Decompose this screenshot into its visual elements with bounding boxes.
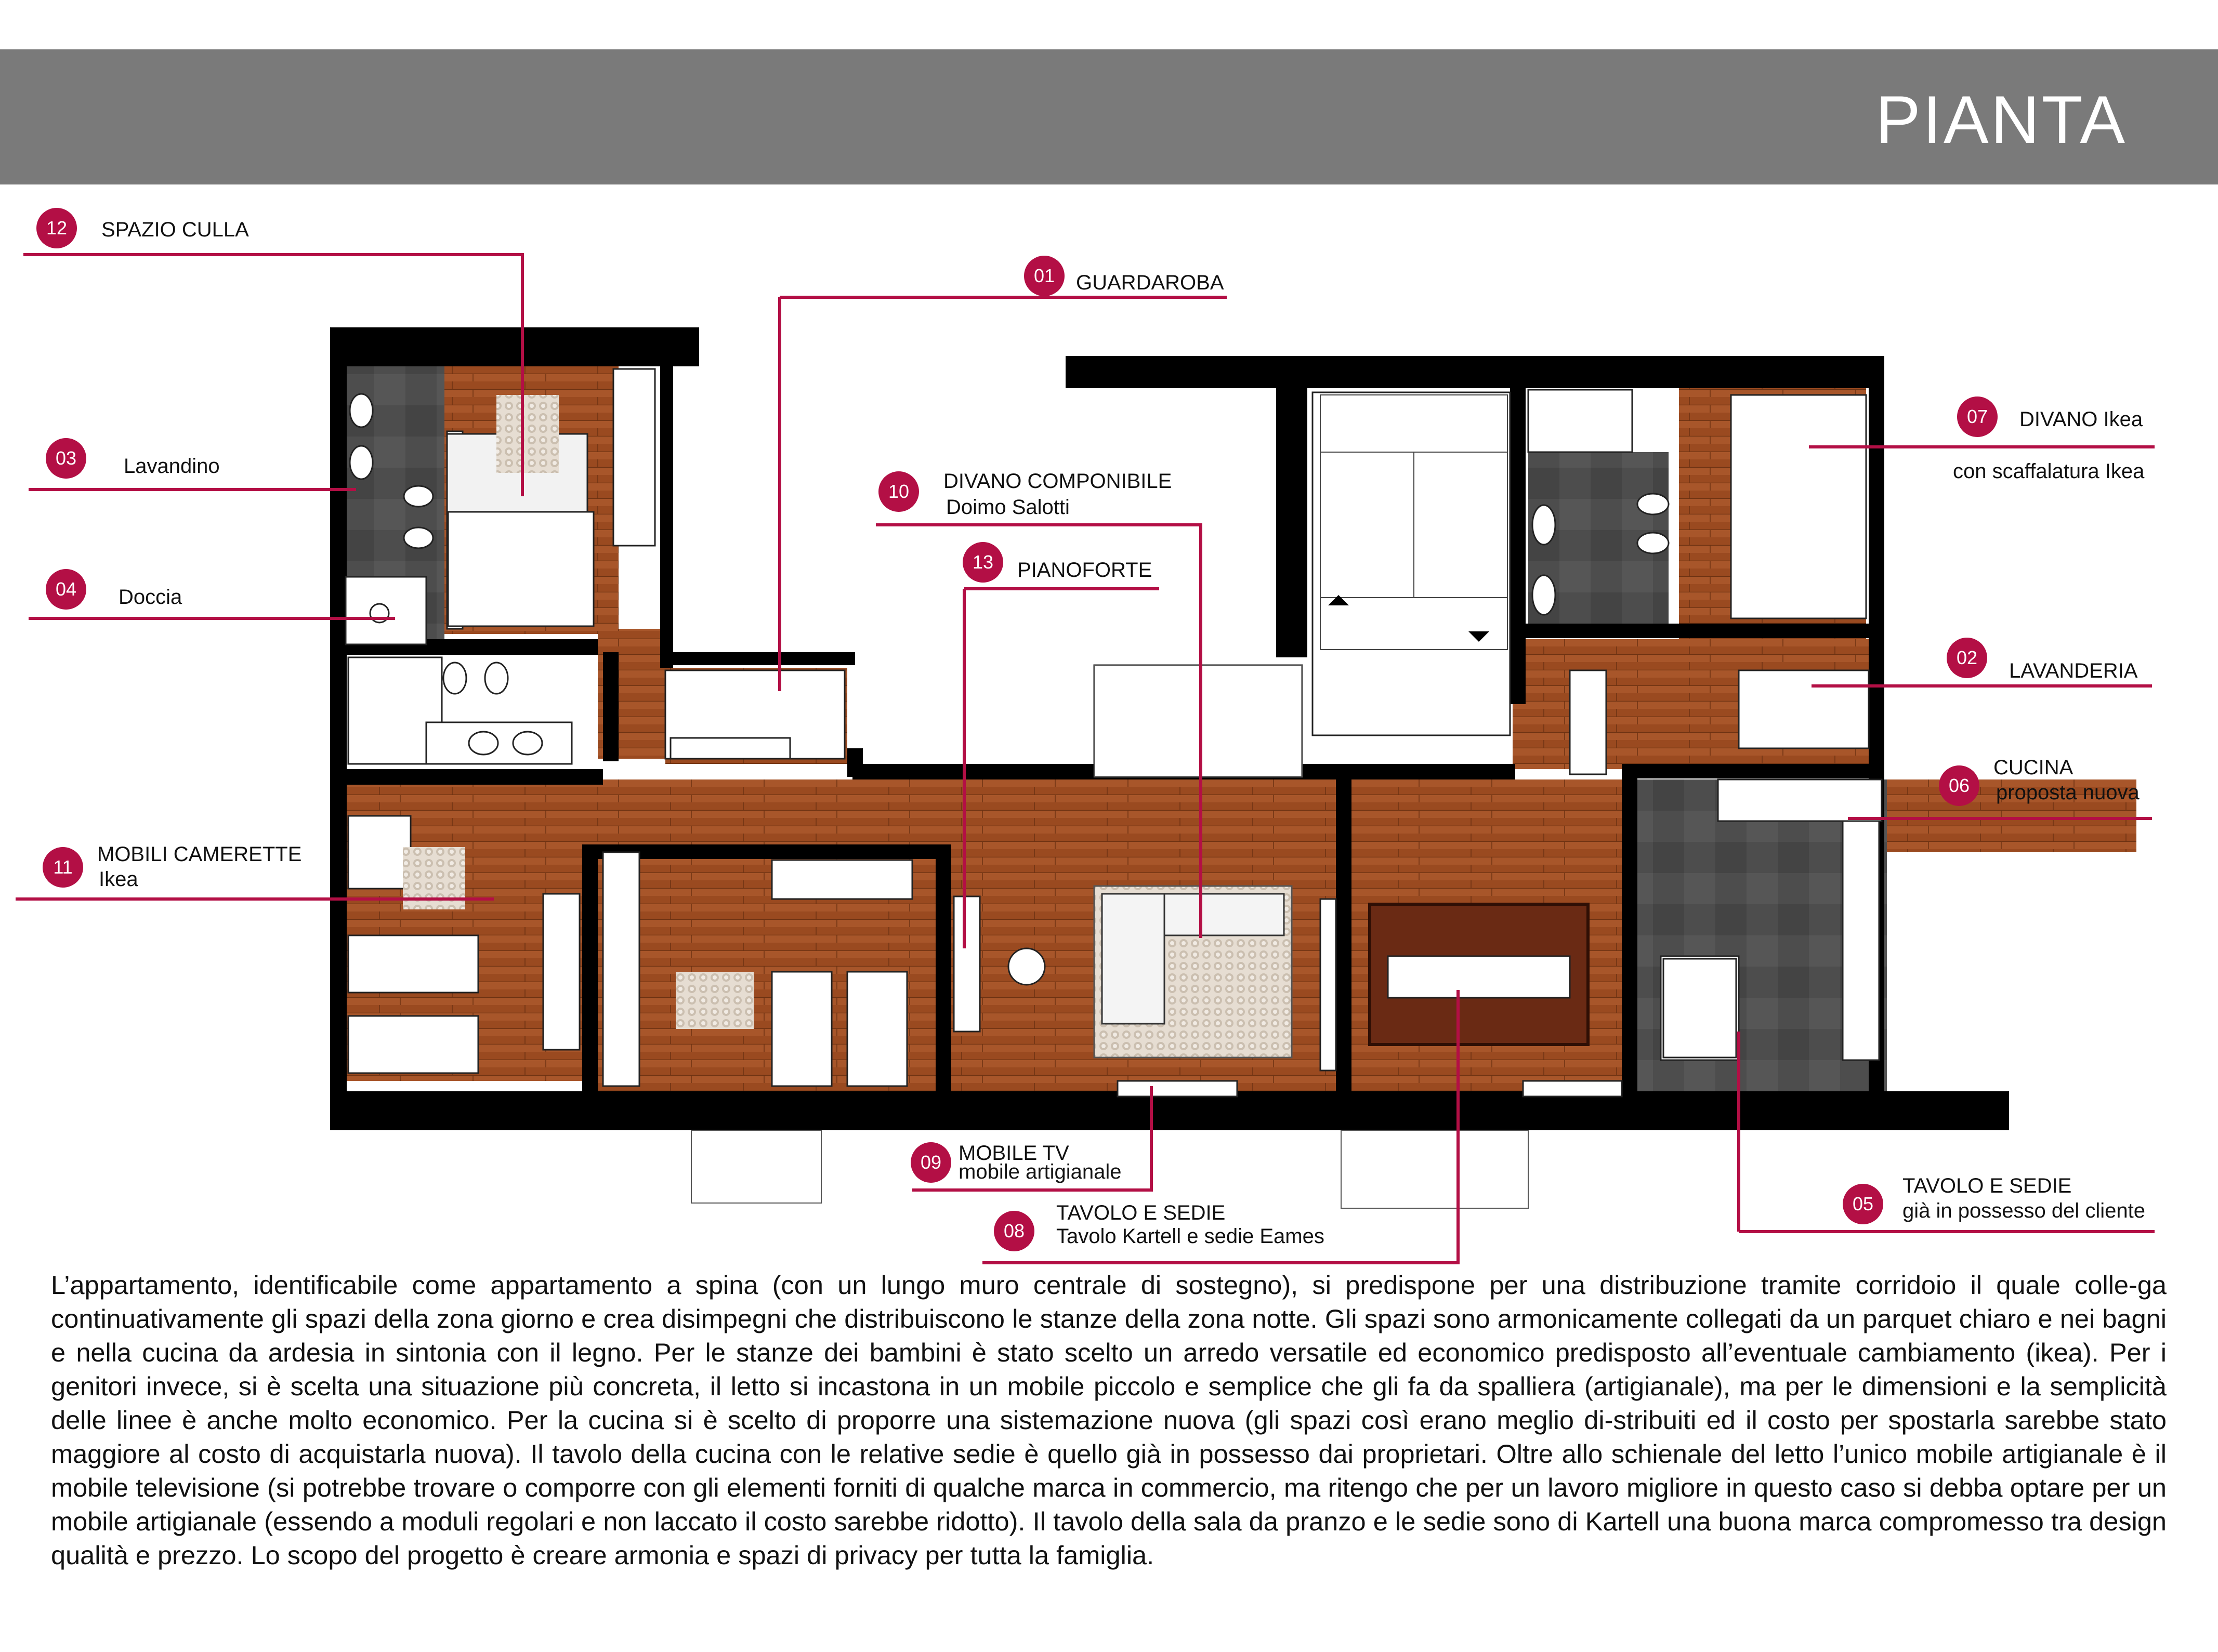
callout-badge: 02: [1947, 638, 1987, 678]
callout-subtitle: Doimo Salotti: [946, 496, 1070, 519]
callout-badge: 08: [994, 1211, 1034, 1251]
callout-title: PIANOFORTE: [1017, 559, 1152, 581]
callout-title: DIVANO Ikea: [2019, 408, 2143, 431]
callout-subtitle: Ikea: [99, 868, 138, 891]
callout-subtitle: già in possesso del cliente: [1902, 1199, 2145, 1222]
callout-subtitle: proposta nuova: [1996, 781, 2140, 804]
callout-title: MOBILE TV: [959, 1142, 1069, 1165]
callout-subtitle: mobile artigianale: [959, 1160, 1122, 1183]
callout-badge: 10: [878, 471, 919, 512]
callout-badge: 06: [1939, 765, 1979, 806]
callout-badge: 12: [36, 208, 77, 248]
callout-badge: 13: [963, 542, 1003, 583]
callout-title: GUARDAROBA: [1076, 271, 1224, 294]
callout-subtitle: Tavolo Kartell e sedie Eames: [1056, 1225, 1324, 1248]
dining-table: [1388, 956, 1570, 998]
piano: [954, 896, 980, 1032]
callout-title: TAVOLO E SEDIE: [1056, 1201, 1226, 1224]
callout-title: MOBILI CAMERETTE: [97, 843, 302, 866]
project-description: L’appartamento, identificabile come appartamento a spina (con un lungo muro centrale di sostegno), si predispone per una distribuzione tramite corridoio il quale colle-ga continuativamente gli spazi della zona giorno e crea disimpegni che distribuiscono le stanze della zona notte. Gli spazi sono armonicamente collegati da un parquet chiaro e nei bagni e nella cucina da ardesia in sintonia con il legno. Per le stanze dei bambini è stato scelto un arredo versatile ed economico predisposto all’eventuale cambiamento (ikea). Per i genitori invece, si è scelta una situazione più concreta, il letto si incastona in un mobile piccolo e semplice che gli fa da spalliera (artigianale), ma per le dimensioni e la semplicità delle linee è anche molto economico. Per la cucina si è scelto di proporre una sistemazione nuova (gli spazi così erano meglio di-stribuiti ed il costo per spostarla sarebbe stato maggiore al costo di acquistarla nuova). Il tavolo della cucina con le relative sedie è quello già in possesso dai proprietari. Oltre allo schienale del letto l’unico mobile artigianale è il mobile televisione (si potrebbe trovare o comporre con gli elementi forniti di qualche marca in commercio, ma ritengo che per un lavoro migliore in questo caso si debba optare per un mobile artigianale (essendo a moduli regolari e non laccato il costo sarebbe ridotto). Il tavolo della sala da pranzo e le sedie sono di Kartell una buona marca compromesso tra design qualità e prezzo. Lo scopo del progetto è creare armonia e spazi di privacy per tutta la famiglia.: [51, 1270, 2167, 1570]
callout-title: LAVANDERIA: [2009, 659, 2138, 682]
kitchen-table: [1663, 959, 1736, 1058]
callout-title: SPAZIO CULLA: [101, 218, 249, 241]
callout-subtitle: con scaffalatura Ikea: [1953, 460, 2145, 483]
callout-title: TAVOLO E SEDIE: [1902, 1174, 2072, 1197]
callout-badge: 11: [43, 847, 83, 888]
callout-title: CUCINA: [1993, 756, 2073, 779]
callout-title: DIVANO COMPONIBILE: [943, 470, 1172, 493]
page-title: PIANTA: [1875, 82, 2127, 157]
piano-stool: [1008, 948, 1045, 985]
callout-badge: 01: [1024, 256, 1065, 296]
callout-badge: 04: [46, 569, 86, 610]
callout-badge: 09: [911, 1142, 951, 1183]
callout-badge: 07: [1957, 397, 1998, 437]
callout-badge: 03: [46, 438, 86, 479]
callout-badge: 05: [1843, 1184, 1883, 1224]
callout-title: Lavandino: [124, 455, 220, 478]
double-bed: [448, 512, 594, 626]
callout-title: Doccia: [119, 586, 182, 609]
